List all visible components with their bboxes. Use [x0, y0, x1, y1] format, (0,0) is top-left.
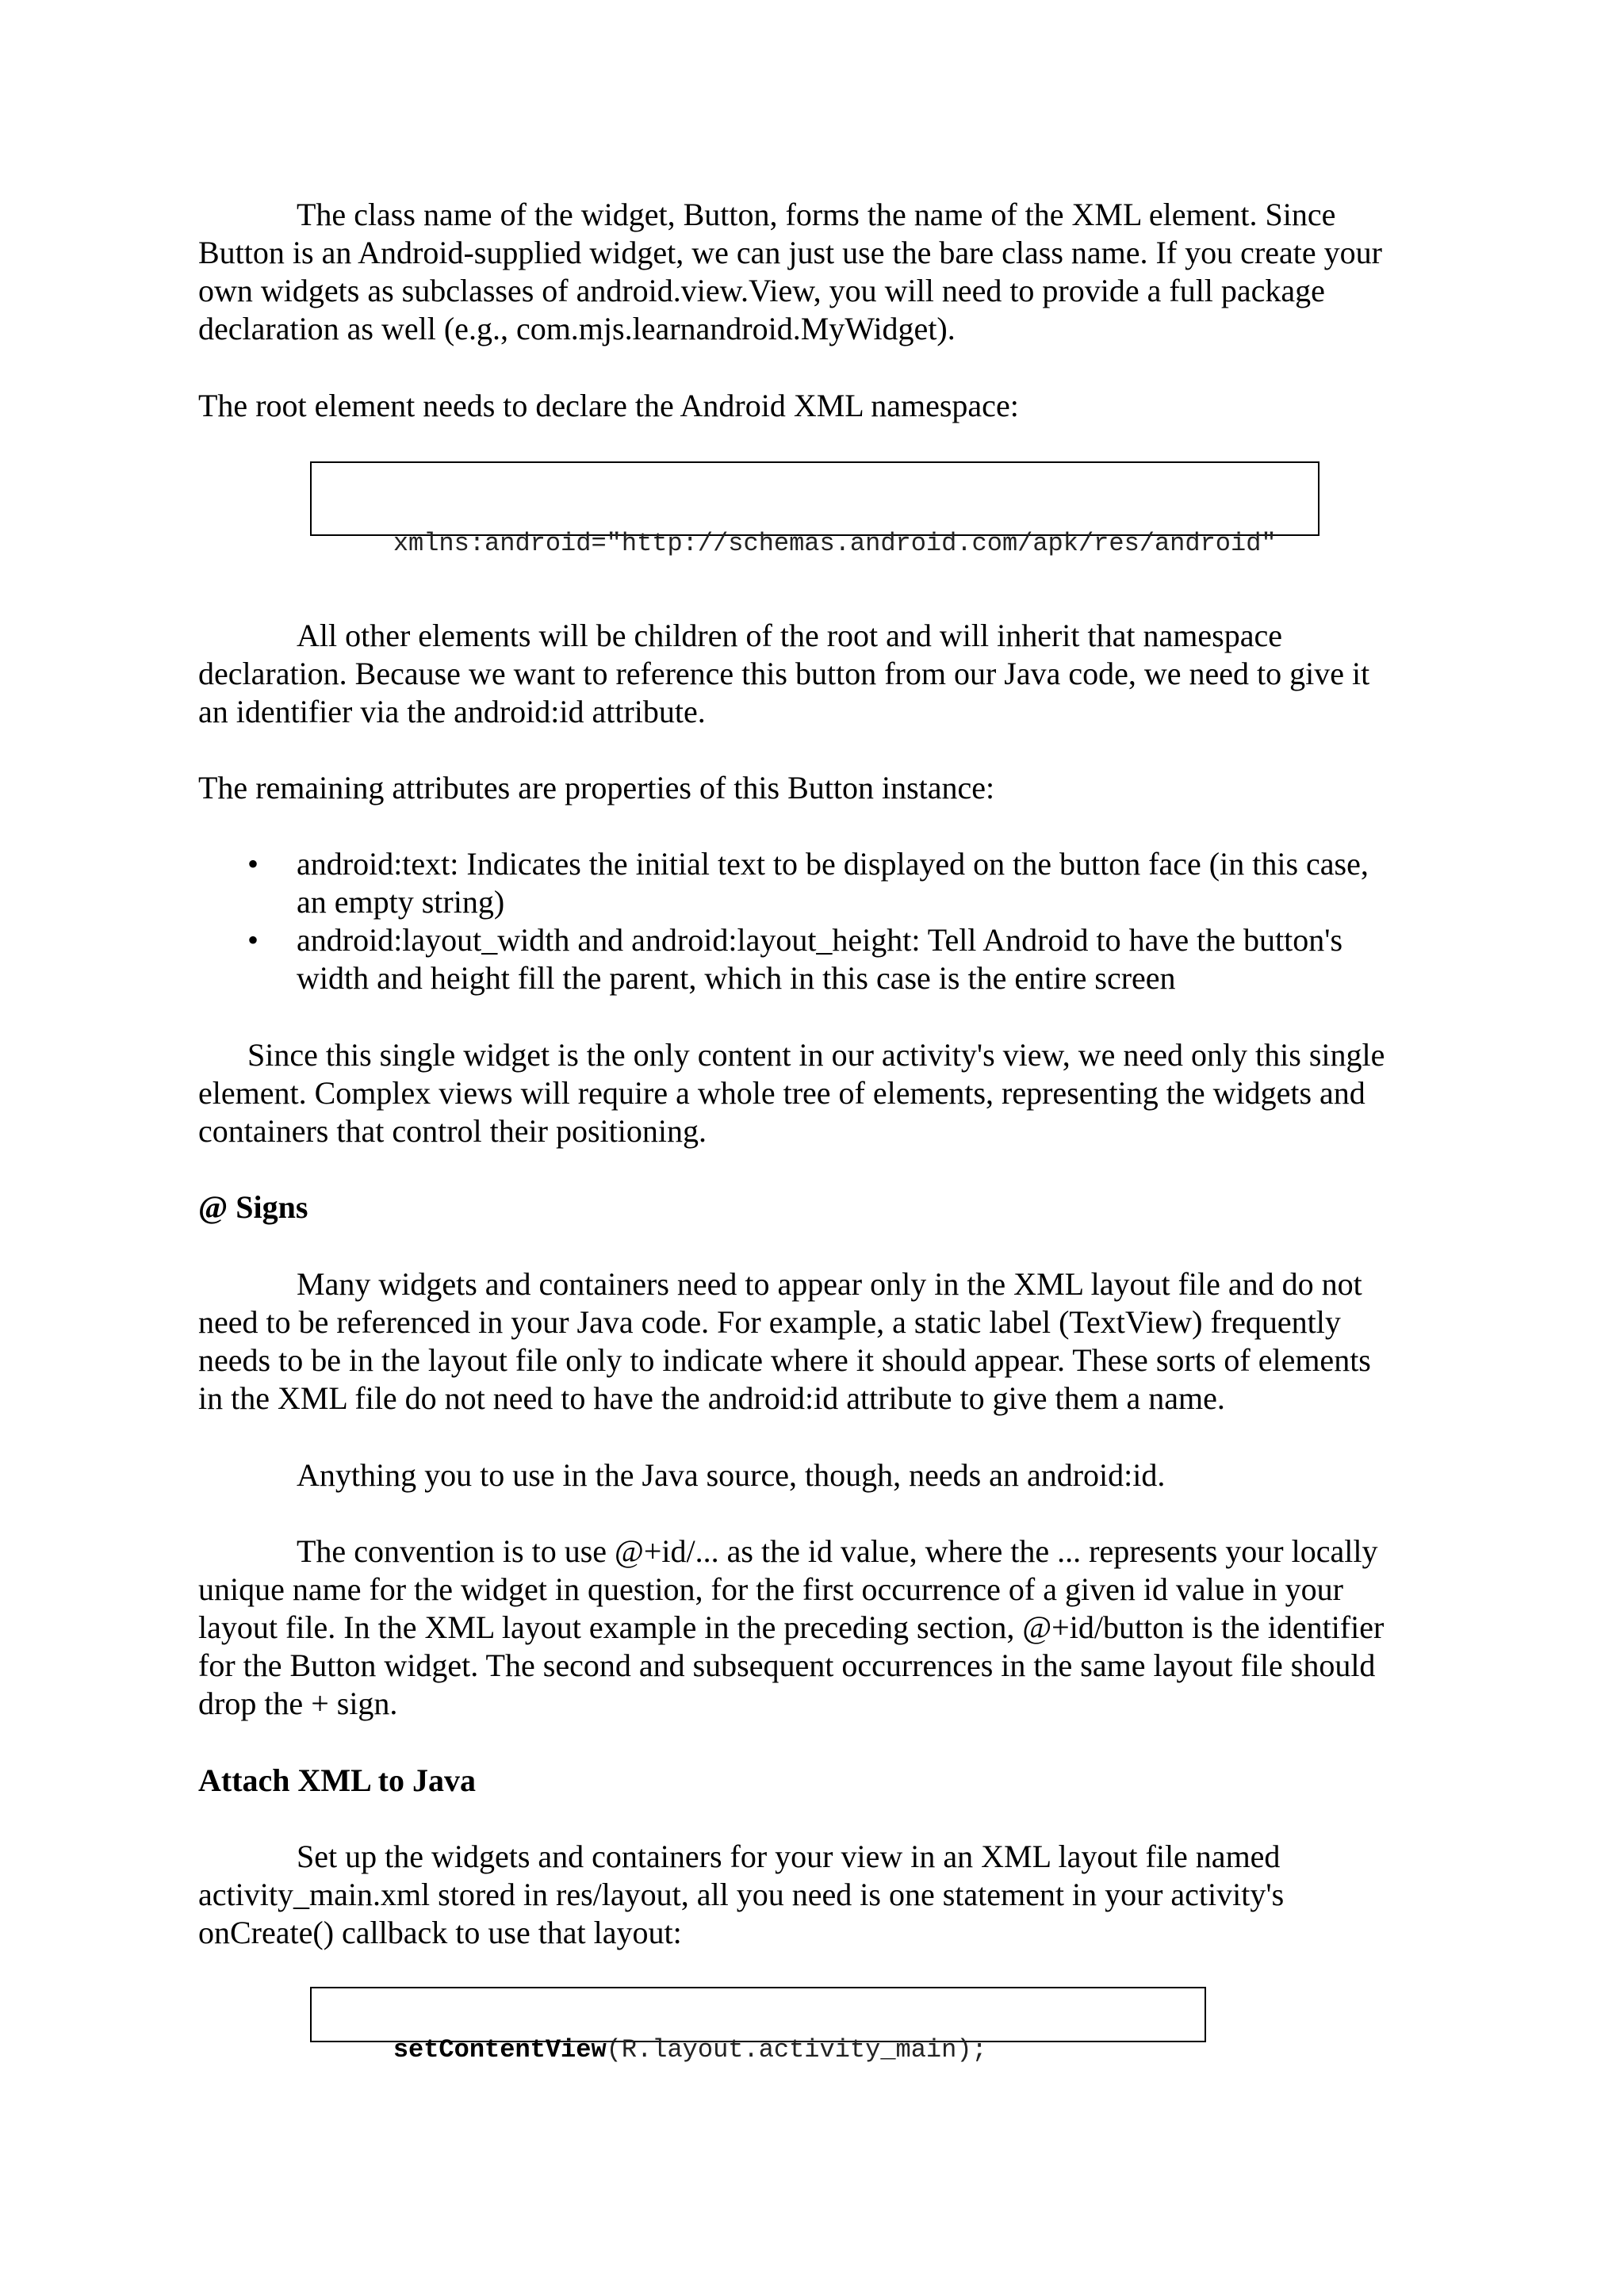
text-line: need to be referenced in your Java code. For example, a static label (TextView) frequently — [198, 1304, 1341, 1340]
text-line: containers that control their positioning. — [198, 1113, 707, 1149]
text-line: an identifier via the android:id attribute. — [198, 694, 706, 729]
section-heading-signs: @ Signs — [198, 1189, 308, 1225]
text-line: unique name for the widget in question, for the first occurrence of a given id value in your — [198, 1571, 1343, 1607]
text-line: The root element needs to declare the Android XML namespace: — [198, 388, 1019, 423]
text-line: android:text: Indicates the initial text to be displayed on the button face (in this case, — [297, 846, 1369, 882]
text-line: android:layout_width and android:layout_height: Tell Android to have the button's — [297, 922, 1343, 958]
bullet-marker: • — [247, 846, 259, 882]
paragraph-root-namespace — [198, 387, 1435, 425]
text-line: needs to be in the layout file only to indicate where it should appear. These sorts of elements — [198, 1342, 1371, 1378]
text-line: declaration as well (e.g., com.mjs.learnandroid.MyWidget). — [198, 311, 956, 346]
text-line: drop the + sign. — [198, 1686, 398, 1721]
list-item — [198, 921, 1435, 997]
namespace-code-box — [310, 461, 1320, 558]
text-line: onCreate() callback to use that layout: — [198, 1915, 682, 1950]
paragraph-widgets-containers — [198, 1265, 1435, 1418]
set-content-view-code-box — [310, 1987, 1206, 2064]
paragraph-java-source — [198, 1456, 1435, 1494]
text-line: The class name of the widget, Button, forms the name of the XML element. Since — [297, 197, 1336, 232]
paragraph-remaining-attributes — [198, 769, 1435, 807]
paragraph-convention — [198, 1533, 1435, 1723]
text-line: activity_main.xml stored in res/layout, all you need is one statement in your activity's — [198, 1877, 1285, 1912]
namespace-code: xmlns:android="http://schemas.android.com/apk/res/android" — [393, 529, 1277, 558]
list-item — [198, 845, 1435, 921]
text-line: an empty string) — [297, 884, 505, 920]
code-method-name: setContentView — [393, 2035, 607, 2064]
text-line: Anything you to use in the Java source, though, needs an android:id. — [297, 1457, 1166, 1493]
text-line: Many widgets and containers need to appear only in the XML layout file and do not — [297, 1266, 1362, 1302]
paragraph-other-elements — [198, 617, 1435, 731]
text-line: declaration. Because we want to reference this button from our Java code, we need to give it — [198, 656, 1370, 691]
text-line: Since this single widget is the only content in our activity's view, we need only this single — [247, 1037, 1385, 1073]
text-line: The convention is to use @+id/... as the id value, where the ... represents your locally — [297, 1533, 1378, 1569]
text-line: Set up the widgets and containers for your view in an XML layout file named — [297, 1839, 1281, 1874]
attribute-bullet-list — [198, 845, 1435, 997]
paragraph-setup-widgets — [198, 1838, 1435, 1952]
text-line: Button is an Android-supplied widget, we can just use the bare class name. If you create your — [198, 235, 1382, 270]
section-heading-attach-xml: Attach XML to Java — [198, 1762, 476, 1798]
text-line: for the Button widget. The second and subsequent occurrences in the same layout file should — [198, 1647, 1376, 1683]
text-line: in the XML file do not need to have the android:id attribute to give them a name. — [198, 1380, 1225, 1416]
paragraph-widget-class-name — [198, 196, 1435, 348]
text-line: The remaining attributes are properties of this Button instance: — [198, 770, 995, 806]
bullet-marker: • — [247, 922, 259, 958]
text-line: element. Complex views will require a whole tree of elements, representing the widgets and — [198, 1075, 1365, 1111]
code-method-args: (R.layout.activity_main); — [606, 2035, 987, 2064]
text-line: layout file. In the XML layout example in the preceding section, @+id/button is the identifier — [198, 1609, 1385, 1645]
text-line: width and height fill the parent, which in this case is the entire screen — [297, 960, 1176, 996]
text-line: All other elements will be children of the root and will inherit that namespace — [297, 618, 1282, 653]
text-line: own widgets as subclasses of android.view.View, you will need to provide a full package — [198, 273, 1325, 308]
paragraph-single-widget — [198, 1036, 1435, 1150]
